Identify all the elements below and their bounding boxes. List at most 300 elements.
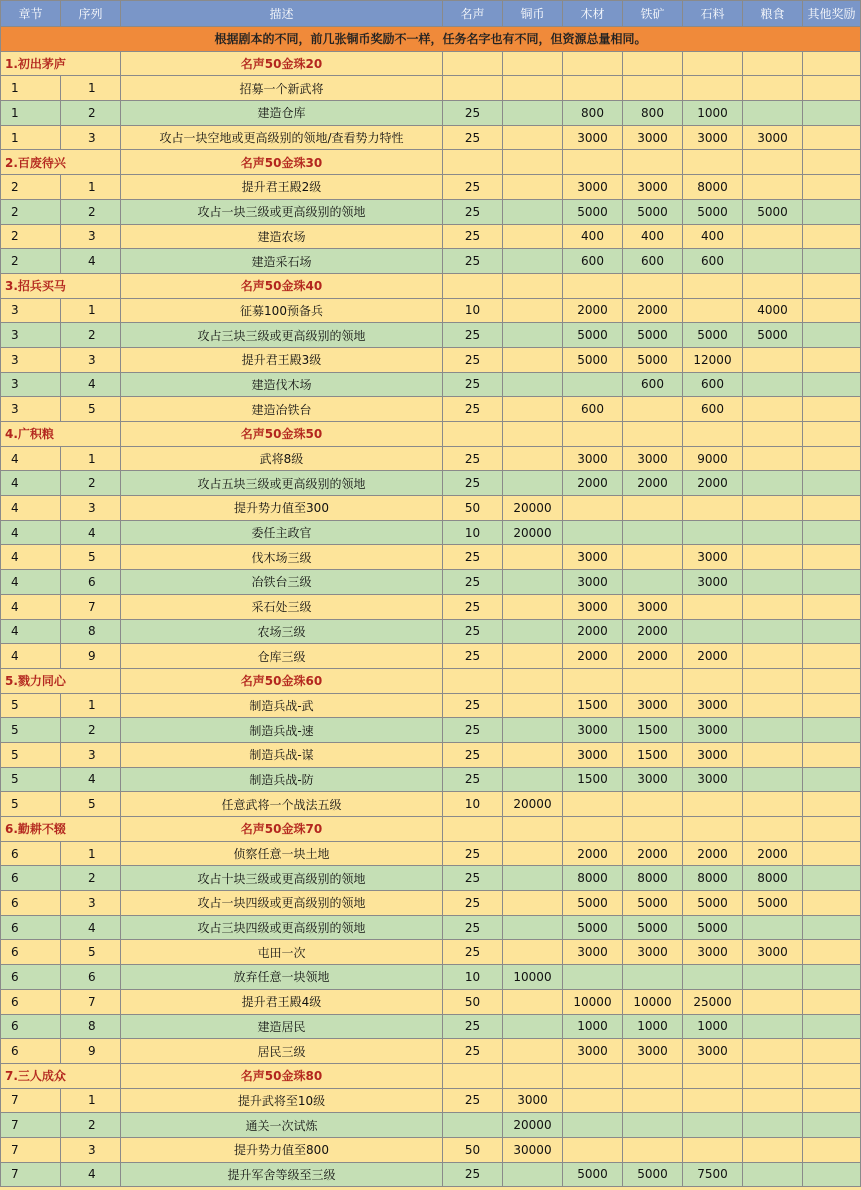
chapter-row [1,422,861,447]
table-cell: 3000 [743,125,803,150]
table-cell: 3000 [623,767,683,792]
table-cell [503,249,563,274]
table-cell: 25 [443,644,503,669]
table-cell [683,1113,743,1138]
table-cell: 25 [443,446,503,471]
empty-cell [443,1063,503,1088]
empty-cell [503,817,563,842]
table-cell: 25 [443,471,503,496]
table-row [1,693,861,718]
table-cell: 10000 [503,965,563,990]
table-cell: 10 [443,965,503,990]
table-cell: 6 [61,570,121,595]
table-row [1,718,861,743]
table-cell: 5000 [623,1162,683,1187]
chapter-row [1,150,861,175]
chapter-row [1,668,861,693]
table-cell: 50 [443,496,503,521]
table-cell [623,496,683,521]
table-cell: 600 [623,249,683,274]
chapter-row [1,1063,861,1088]
table-cell [743,989,803,1014]
table-cell [743,175,803,200]
table-cell [503,940,563,965]
table-cell: 2000 [623,644,683,669]
table-cell: 1500 [563,693,623,718]
table-cell: 5 [1,792,61,817]
table-cell: 提升势力值至800 [121,1137,443,1162]
table-cell: 5 [61,940,121,965]
table-cell: 建造仓库 [121,101,443,126]
empty-cell [443,273,503,298]
table-cell [803,1137,861,1162]
empty-cell [743,273,803,298]
table-cell: 2 [61,101,121,126]
table-cell [503,175,563,200]
column-header: 章节 [1,1,61,27]
table-cell [803,1088,861,1113]
table-cell [803,1113,861,1138]
table-cell [563,1088,623,1113]
table-cell: 通关一次试炼 [121,1113,443,1138]
table-cell: 3 [1,323,61,348]
table-cell: 建造伐木场 [121,372,443,397]
table-row [1,940,861,965]
chapter-reward: 名声50金珠50 [121,422,443,447]
empty-cell [743,51,803,76]
table-cell: 攻占一块四级或更高级别的领地 [121,891,443,916]
table-cell: 4 [1,520,61,545]
table-cell: 20000 [503,496,563,521]
table-cell [803,644,861,669]
empty-cell [503,422,563,447]
table-row [1,989,861,1014]
table-cell [683,76,743,101]
table-row [1,372,861,397]
table-cell: 仓库三级 [121,644,443,669]
table-cell: 居民三级 [121,1039,443,1064]
table-cell [743,471,803,496]
column-header: 序列 [61,1,121,27]
empty-cell [683,273,743,298]
table-cell [743,347,803,372]
empty-cell [563,150,623,175]
table-cell [803,76,861,101]
table-cell: 5000 [623,347,683,372]
table-cell: 4 [61,520,121,545]
table-cell [803,965,861,990]
table-cell: 5000 [623,915,683,940]
table-cell: 3000 [683,545,743,570]
table-cell: 25 [443,545,503,570]
chapter-title: 2.百废待兴 [1,150,121,175]
table-cell: 8000 [683,175,743,200]
table-cell: 2 [1,224,61,249]
chapter-reward: 名声50金珠80 [121,1063,443,1088]
table-cell: 6 [1,940,61,965]
table-cell [743,767,803,792]
table-cell: 25 [443,742,503,767]
table-cell [743,496,803,521]
table-cell: 3000 [563,940,623,965]
table-cell: 3000 [683,940,743,965]
chapter-title: 5.戮力同心 [1,668,121,693]
table-cell: 3000 [683,1039,743,1064]
table-cell: 4 [1,644,61,669]
table-cell: 800 [623,101,683,126]
table-cell: 1 [61,446,121,471]
table-cell: 5 [1,742,61,767]
table-cell [803,249,861,274]
table-cell: 25 [443,718,503,743]
table-cell: 3000 [563,175,623,200]
table-cell: 6 [1,866,61,891]
table-cell [563,965,623,990]
table-cell: 3 [61,742,121,767]
table-cell: 5 [61,792,121,817]
table-cell: 4 [1,594,61,619]
table-cell: 5000 [563,323,623,348]
table-cell [503,199,563,224]
table-row [1,471,861,496]
table-row [1,619,861,644]
table-cell [623,792,683,817]
table-cell [803,841,861,866]
table-cell [563,1113,623,1138]
table-cell [623,397,683,422]
table-cell [743,570,803,595]
table-cell: 8000 [563,866,623,891]
table-cell [743,1113,803,1138]
table-cell [743,101,803,126]
empty-cell [683,817,743,842]
table-cell: 2 [61,323,121,348]
table-row [1,76,861,101]
table-cell [503,742,563,767]
table-cell: 提升武将至10级 [121,1088,443,1113]
table-row [1,545,861,570]
table-cell: 9000 [683,446,743,471]
chapter-title: 4.广积粮 [1,422,121,447]
table-cell: 25 [443,866,503,891]
table-cell: 3 [61,347,121,372]
table-cell: 4 [1,496,61,521]
empty-cell [803,1063,861,1088]
table-cell [503,619,563,644]
table-cell: 7500 [683,1162,743,1187]
table-row [1,1113,861,1138]
table-cell: 1500 [563,767,623,792]
table-cell: 400 [683,224,743,249]
table-cell [623,965,683,990]
table-cell: 2000 [563,644,623,669]
table-cell: 1 [1,101,61,126]
table-row [1,397,861,422]
table-cell: 采石处三级 [121,594,443,619]
table-cell: 7 [1,1162,61,1187]
table-cell: 建造采石场 [121,249,443,274]
table-cell: 5 [1,693,61,718]
empty-cell [623,422,683,447]
table-cell: 8 [61,1014,121,1039]
table-cell: 2000 [623,298,683,323]
table-cell: 3 [61,1137,121,1162]
table-row [1,644,861,669]
table-cell: 800 [563,101,623,126]
chapter-reward: 名声50金珠60 [121,668,443,693]
table-cell: 攻占十块三级或更高级别的领地 [121,866,443,891]
empty-cell [623,817,683,842]
table-cell [743,397,803,422]
table-cell: 20000 [503,1113,563,1138]
table-cell: 25 [443,841,503,866]
table-cell: 20000 [503,792,563,817]
empty-cell [623,51,683,76]
table-cell: 建造居民 [121,1014,443,1039]
table-cell: 25 [443,940,503,965]
table-cell [623,520,683,545]
table-row [1,347,861,372]
table-cell [503,446,563,471]
table-row [1,1039,861,1064]
empty-cell [503,273,563,298]
table-cell [503,323,563,348]
table-row [1,496,861,521]
table-cell: 25 [443,323,503,348]
table-cell: 6 [1,841,61,866]
table-cell: 3000 [623,940,683,965]
table-cell: 25 [443,125,503,150]
table-cell: 25 [443,175,503,200]
table-cell: 征募100预备兵 [121,298,443,323]
table-cell: 10000 [563,989,623,1014]
table-cell: 20000 [503,520,563,545]
table-cell: 伐木场三级 [121,545,443,570]
table-row [1,298,861,323]
table-cell [683,520,743,545]
empty-cell [683,1063,743,1088]
table-cell [803,619,861,644]
table-cell: 2000 [683,471,743,496]
table-cell: 7 [1,1088,61,1113]
table-cell: 4 [1,545,61,570]
table-cell: 3 [61,496,121,521]
table-cell: 任意武将一个战法五级 [121,792,443,817]
table-cell [803,989,861,1014]
chapter-reward: 名声50金珠70 [121,817,443,842]
empty-cell [803,817,861,842]
table-cell: 攻占五块三级或更高级别的领地 [121,471,443,496]
table-cell [743,249,803,274]
column-header: 其他奖励 [803,1,861,27]
table-row [1,446,861,471]
table-cell: 25 [443,891,503,916]
table-cell [743,1137,803,1162]
table-cell: 1000 [563,1014,623,1039]
table-cell: 1 [1,76,61,101]
table-cell: 3000 [683,570,743,595]
table-cell [803,496,861,521]
table-cell: 8000 [683,866,743,891]
table-cell [443,1113,503,1138]
table-cell: 9 [61,1039,121,1064]
table-cell: 5000 [683,323,743,348]
table-cell [743,1039,803,1064]
table-cell: 5000 [743,199,803,224]
table-cell: 1 [61,1088,121,1113]
table-cell: 10 [443,298,503,323]
table-row [1,520,861,545]
table-cell: 3000 [623,446,683,471]
table-cell [743,644,803,669]
table-cell [623,570,683,595]
table-cell: 3000 [683,693,743,718]
empty-cell [563,668,623,693]
empty-cell [683,422,743,447]
table-cell [503,915,563,940]
table-cell [683,1137,743,1162]
table-cell: 3000 [563,1039,623,1064]
table-cell: 4 [61,249,121,274]
empty-cell [563,1063,623,1088]
table-cell: 3000 [623,175,683,200]
table-cell: 1 [61,76,121,101]
table-cell [503,1162,563,1187]
table-cell [623,1113,683,1138]
table-cell [623,1088,683,1113]
table-cell [803,323,861,348]
table-cell [743,619,803,644]
table-cell: 2 [61,866,121,891]
table-cell: 6 [61,965,121,990]
table-cell: 提升君王殿3级 [121,347,443,372]
chapter-title: 1.初出茅庐 [1,51,121,76]
table-cell [503,298,563,323]
table-cell [503,125,563,150]
table-cell [503,224,563,249]
table-cell [743,1014,803,1039]
empty-cell [443,817,503,842]
table-cell: 6 [1,989,61,1014]
empty-cell [803,150,861,175]
table-row [1,792,861,817]
table-cell: 30000 [503,1137,563,1162]
table-cell: 2 [1,249,61,274]
table-cell: 10000 [623,989,683,1014]
table-cell: 10 [443,520,503,545]
table-cell: 5 [1,718,61,743]
table-cell: 25 [443,101,503,126]
table-cell [503,891,563,916]
table-cell: 4 [1,570,61,595]
table-row [1,965,861,990]
table-cell [743,446,803,471]
column-header: 粮食 [743,1,803,27]
table-cell: 4 [61,767,121,792]
table-cell [503,693,563,718]
table-cell: 提升势力值至300 [121,496,443,521]
table-cell [563,520,623,545]
table-row [1,224,861,249]
table-cell: 5000 [743,323,803,348]
empty-cell [443,51,503,76]
table-cell: 5 [1,767,61,792]
table-cell [563,792,623,817]
table-cell: 2000 [683,644,743,669]
table-cell: 25 [443,397,503,422]
column-header: 铁矿 [623,1,683,27]
table-cell: 3 [1,298,61,323]
table-cell [803,520,861,545]
table-cell [743,792,803,817]
table-cell: 7 [61,989,121,1014]
table-row [1,767,861,792]
chapter-title: 3.招兵买马 [1,273,121,298]
table-cell: 7 [1,1137,61,1162]
table-cell [803,101,861,126]
table-cell: 制造兵战-武 [121,693,443,718]
table-cell [743,520,803,545]
table-cell: 3000 [623,1039,683,1064]
table-cell: 3000 [563,446,623,471]
table-cell: 3 [61,891,121,916]
table-cell: 2000 [563,619,623,644]
table-cell: 10 [443,792,503,817]
table-cell: 委任主政官 [121,520,443,545]
table-cell: 7 [61,594,121,619]
empty-cell [443,422,503,447]
table-cell: 600 [563,249,623,274]
table-row [1,1137,861,1162]
table-cell: 2 [1,175,61,200]
table-cell [563,1137,623,1162]
table-cell: 3000 [683,718,743,743]
table-cell [803,397,861,422]
table-cell: 6 [1,1039,61,1064]
empty-cell [743,668,803,693]
table-row [1,101,861,126]
empty-cell [803,273,861,298]
table-cell: 攻占三块四级或更高级别的领地 [121,915,443,940]
table-cell: 5000 [563,891,623,916]
empty-cell [743,150,803,175]
empty-cell [683,150,743,175]
table-cell [683,792,743,817]
table-cell [803,718,861,743]
table-cell [503,767,563,792]
empty-cell [443,150,503,175]
table-cell: 5000 [623,199,683,224]
table-cell: 400 [623,224,683,249]
table-cell: 1000 [623,1014,683,1039]
table-cell: 25000 [683,989,743,1014]
table-row [1,249,861,274]
table-cell [803,594,861,619]
table-cell: 25 [443,1088,503,1113]
table-cell: 25 [443,619,503,644]
table-cell [683,298,743,323]
table-cell: 2000 [683,841,743,866]
empty-cell [563,51,623,76]
table-cell: 3 [61,224,121,249]
table-cell: 建造农场 [121,224,443,249]
table-cell [743,545,803,570]
table-cell [803,866,861,891]
table-cell [683,496,743,521]
table-cell [503,866,563,891]
empty-cell [563,273,623,298]
table-cell [503,471,563,496]
